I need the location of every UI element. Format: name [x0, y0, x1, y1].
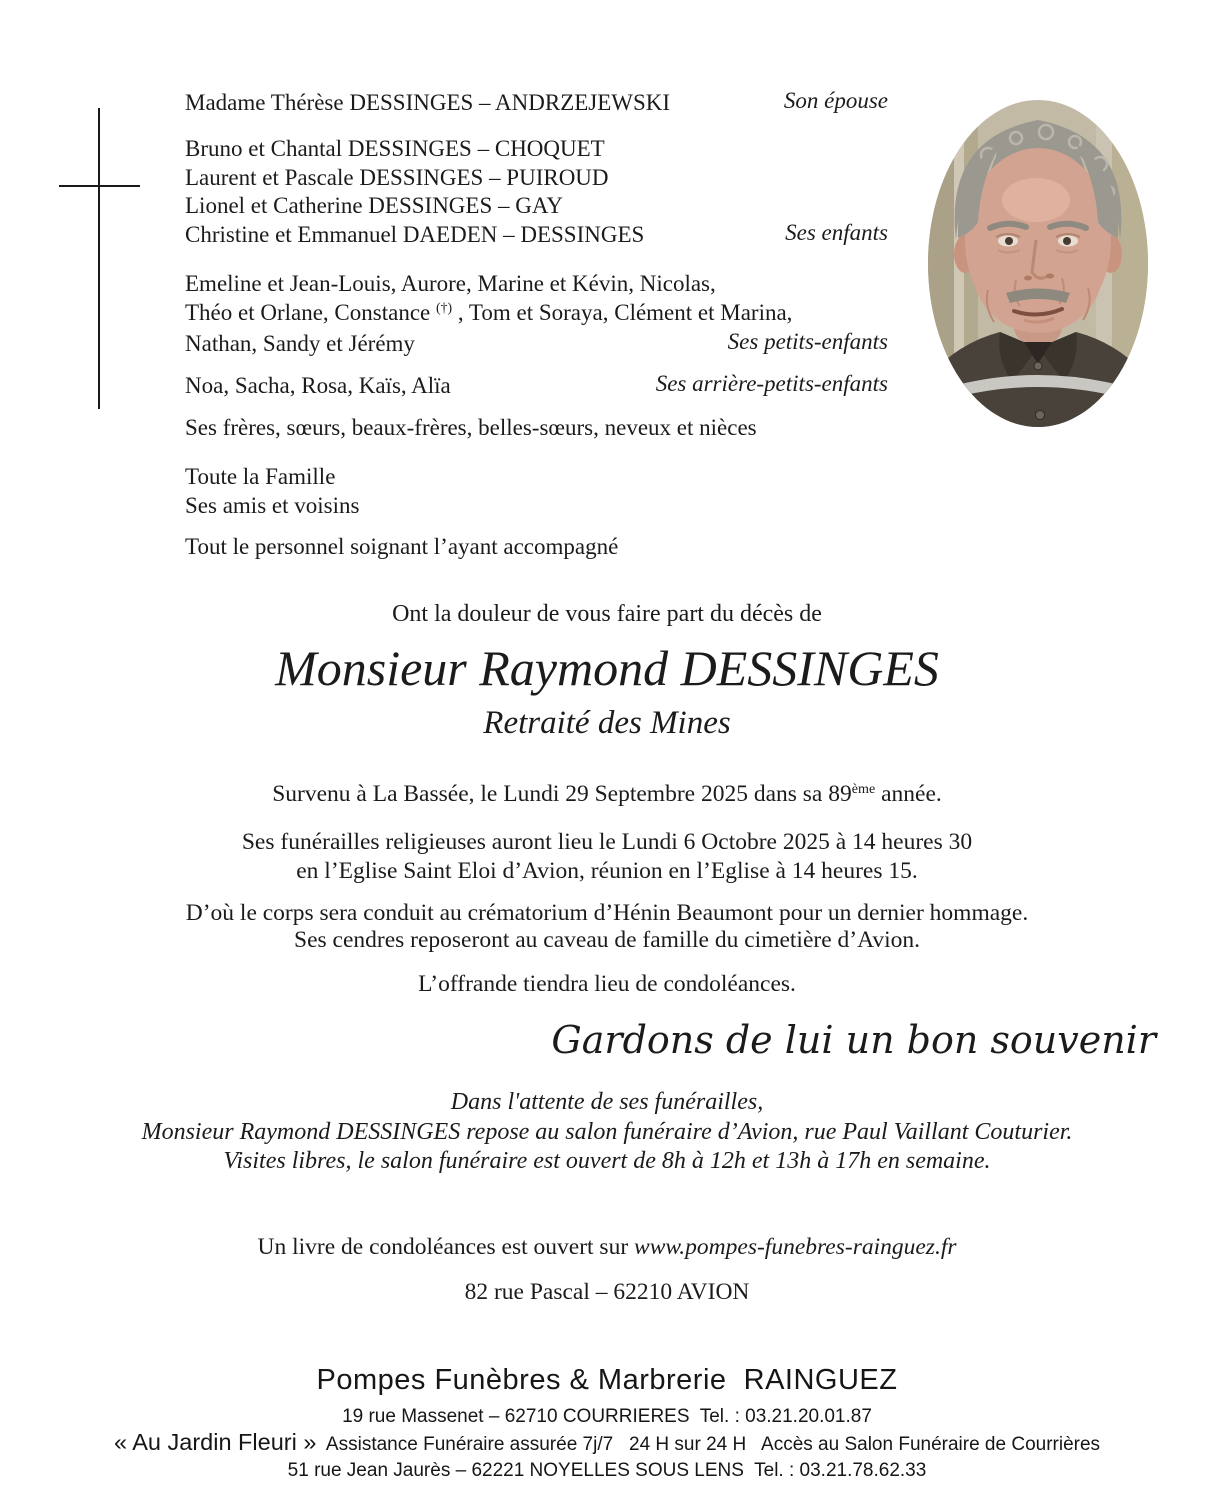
siblings-line: Ses frères, sœurs, beaux-frères, belles-sœurs, neveux et nièces [185, 415, 757, 440]
funeral-details: Ses funérailles religieuses auront lieu le Lundi 6 Octobre 2025 à 14 heures 30 en l’Eglise Saint Eloi d’Avion, réunion en l’Eglise à 14 heures 15. [241, 829, 973, 884]
caregivers-line: Tout le personnel soignant l’ayant accompagné [185, 534, 619, 559]
child-line: Bruno et Chantal DESSINGES – CHOQUET [185, 136, 605, 161]
deceased-portrait [928, 100, 1148, 427]
funeral-home-address-2: 51 rue Jean Jaurès – 62221 NOYELLES SOUS LENS Tel. : 03.21.78.62.33 [287, 1460, 927, 1481]
grandchild-line: Nathan, Sandy et Jérémy [185, 331, 415, 356]
funeral-salon-address: 82 rue Pascal – 62210 AVION [464, 1279, 750, 1305]
funeral-home-brand: « Au Jardin Fleuri » [113, 1429, 317, 1455]
children-group [185, 135, 888, 249]
offering-line: L’offrande tiendra lieu de condoléances. [418, 971, 796, 997]
grandchildren-group [185, 270, 888, 359]
grandchild-line: Théo et Orlane, Constance (†) , Tom et Soraya, Clément et Marina, [185, 299, 793, 325]
condolence-book-line: Un livre de condoléances est ouvert sur www.pompes-funebres-rainguez.fr [257, 1234, 957, 1260]
close-family-group [185, 463, 888, 520]
funeral-home-address-1: 19 rue Massenet – 62710 COURRIERES Tel. : 03.21.20.01.87 [342, 1406, 872, 1427]
relation-grandchildren: Ses petits-enfants [727, 329, 888, 354]
death-line: Survenu à La Bassée, le Lundi 29 Septembre 2025 dans sa 89ème année. [272, 781, 942, 807]
deceased-title: Retraité des Mines [483, 705, 731, 741]
cremation-details: D’où le corps sera conduit au crématorium d’Hénin Beaumont pour un dernier hommage. Ses cendres reposeront au caveau de famille du cimetière d’Avion. [185, 900, 1029, 953]
child-line: Christine et Emmanuel DAEDEN – DESSINGES [185, 221, 645, 247]
family-line: Toute la Famille [185, 464, 336, 489]
child-line: Laurent et Pascale DESSINGES – PUIROUD [185, 164, 609, 190]
cross-icon-arm [59, 185, 140, 187]
condolence-website: www.pompes-funebres-rainguez.fr [634, 1234, 957, 1260]
child-line: Lionel et Catherine DESSINGES – GAY [185, 193, 563, 218]
funeral-home-name: Pompes Funèbres & Marbrerie RAINGUEZ [316, 1364, 898, 1396]
announcement-intro: Ont la douleur de vous faire part du décès de [392, 601, 822, 627]
grandchild-line: Emeline et Jean-Louis, Aurore, Marine et Kévin, Nicolas, [185, 271, 716, 296]
relation-spouse: Son épouse [783, 88, 888, 113]
deceased-name: Monsieur Raymond DESSINGES [275, 640, 939, 696]
relation-children: Ses enfants [785, 219, 888, 245]
great-grandchildren-group [185, 372, 888, 401]
spouse-group [185, 89, 888, 118]
spouse-name: Madame Thérèse DESSINGES – ANDRZEJEWSKI [185, 90, 671, 115]
friends-line: Ses amis et voisins [185, 492, 360, 518]
cross-icon [98, 108, 100, 409]
memory-motto: Gardons de lui un bon souvenir [551, 1018, 1156, 1062]
visitation-details: Dans l'attente de ses funérailles, Monsieur Raymond DESSINGES repose au salon funéraire d’Avion, rue Paul Vaillant Couturier. Visites libres, le salon funéraire est ouvert de 8h à 12h et 13h à 17h en semaine. [141, 1089, 1073, 1174]
relation-great-grandchildren: Ses arrière-petits-enfants [655, 371, 888, 396]
funeral-home-services: « Au Jardin Fleuri » Assistance Funéraire assurée 7j/7 24 H sur 24 H Accès au Salon Funéraire de Courrières [113, 1429, 1101, 1455]
great-grandchild-line: Noa, Sacha, Rosa, Kaïs, Alïa [185, 373, 451, 398]
deceased-marker: (†) [436, 299, 453, 315]
